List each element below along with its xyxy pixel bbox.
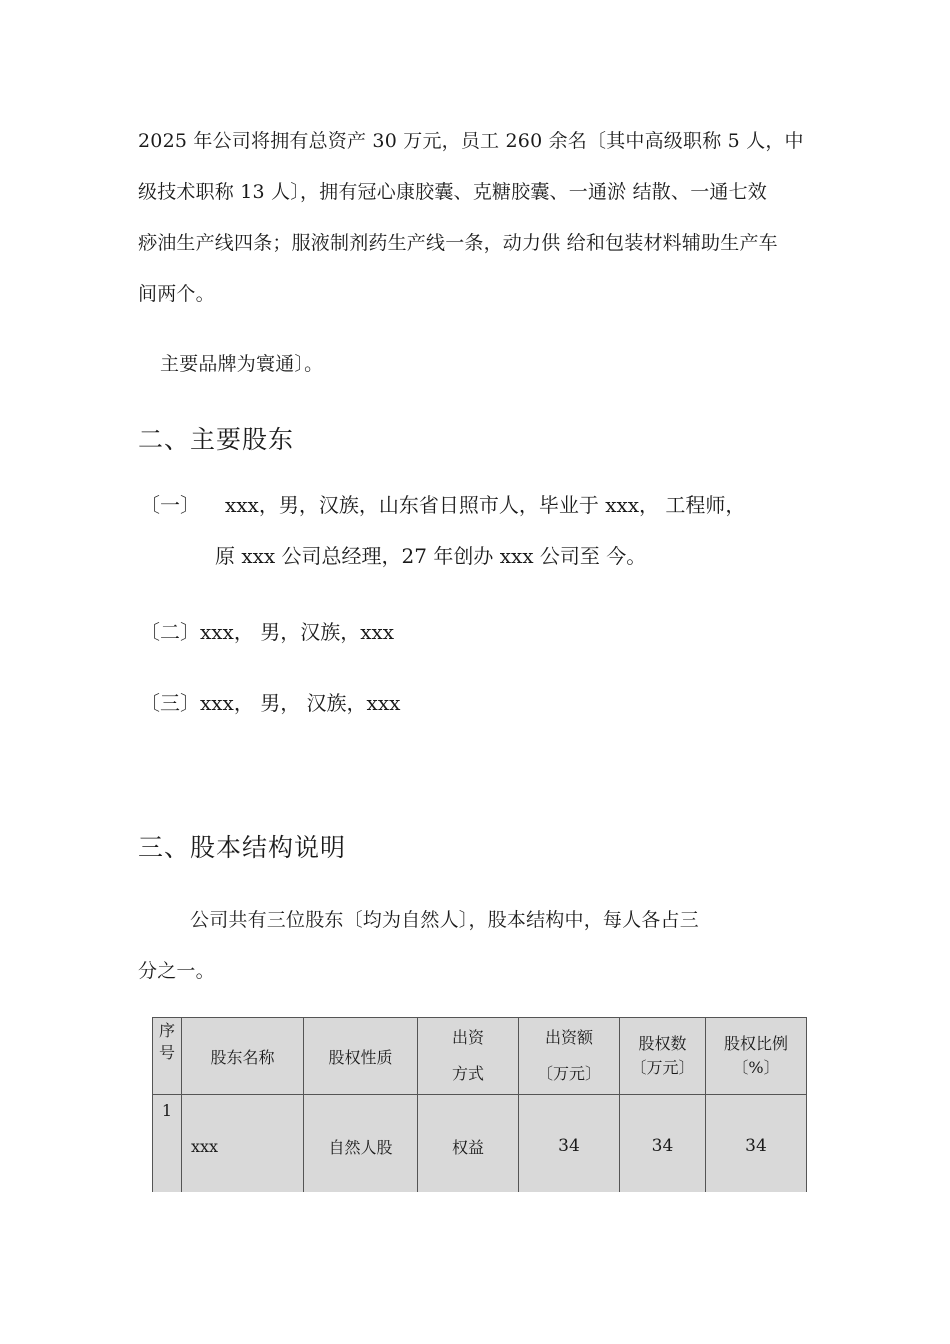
shareholder-1-line-2: 原 xxx 公司总经理，27 年创办 xxx 公司至 今。 [215,544,647,568]
table-header-row [153,1018,807,1095]
intro-line-4: 间两个。 [138,283,215,305]
page-cut-mask [150,1192,810,1202]
shareholder-1-line-1: xxx，男，汉族，山东省日照市人，毕业于 xxx， 工程师， [225,493,746,517]
header-contribution-amount: 出资额 〔万元〕 [519,1018,620,1095]
cell-share-ratio: 34 [706,1095,807,1198]
header-shareholder-name: 股东名称 [182,1018,304,1095]
header-share-ratio: 股权比例 〔%〕 [706,1018,807,1095]
section-2-heading: 二、主要股东 [138,425,295,454]
brand-line: 主要品牌为寰通〕。 [160,353,324,375]
intro-line-1: 2025 年公司将拥有总资产 30 万元，员工 260 余名〔其中高级职称 5 人，中 [138,130,804,152]
intro-line-2: 级技术职称 13 人〕，拥有冠心康胶囊、克糖胶囊、一通淤 结散、一通七效 [138,181,767,203]
header-equity-nature: 股权性质 [304,1018,418,1095]
cell-shareholder-name: xxx [182,1095,304,1198]
intro-line-3: 痧油生产线四条；服液制剂药生产线一条，动力供 给和包装材料辅助生产车 [138,232,778,254]
cell-equity-nature: 自然人股 [304,1095,418,1198]
cell-seq: 1 [153,1095,182,1198]
equity-paragraph-line-2: 分之一。 [138,960,215,982]
header-contribution-method: 出资 方式 [418,1018,519,1095]
cell-share-count: 34 [620,1095,706,1198]
shareholder-3: 〔三〕xxx， 男， 汉族，xxx [140,691,401,715]
shareholder-1-label: 〔一〕 [140,493,200,517]
cell-contribution-method: 权益 [418,1095,519,1198]
header-share-count: 股权数 〔万元〕 [620,1018,706,1095]
shareholder-2: 〔二〕xxx， 男，汉族，xxx [140,620,395,644]
header-seq: 序 号 [153,1018,182,1095]
cell-contribution-amount: 34 [519,1095,620,1198]
table-row [153,1095,807,1198]
equity-structure-table [152,1017,807,1197]
section-3-heading: 三、股本结构说明 [138,833,347,862]
equity-paragraph-line-1: 公司共有三位股东〔均为自然人〕，股本结构中，每人各占三 [190,909,699,931]
